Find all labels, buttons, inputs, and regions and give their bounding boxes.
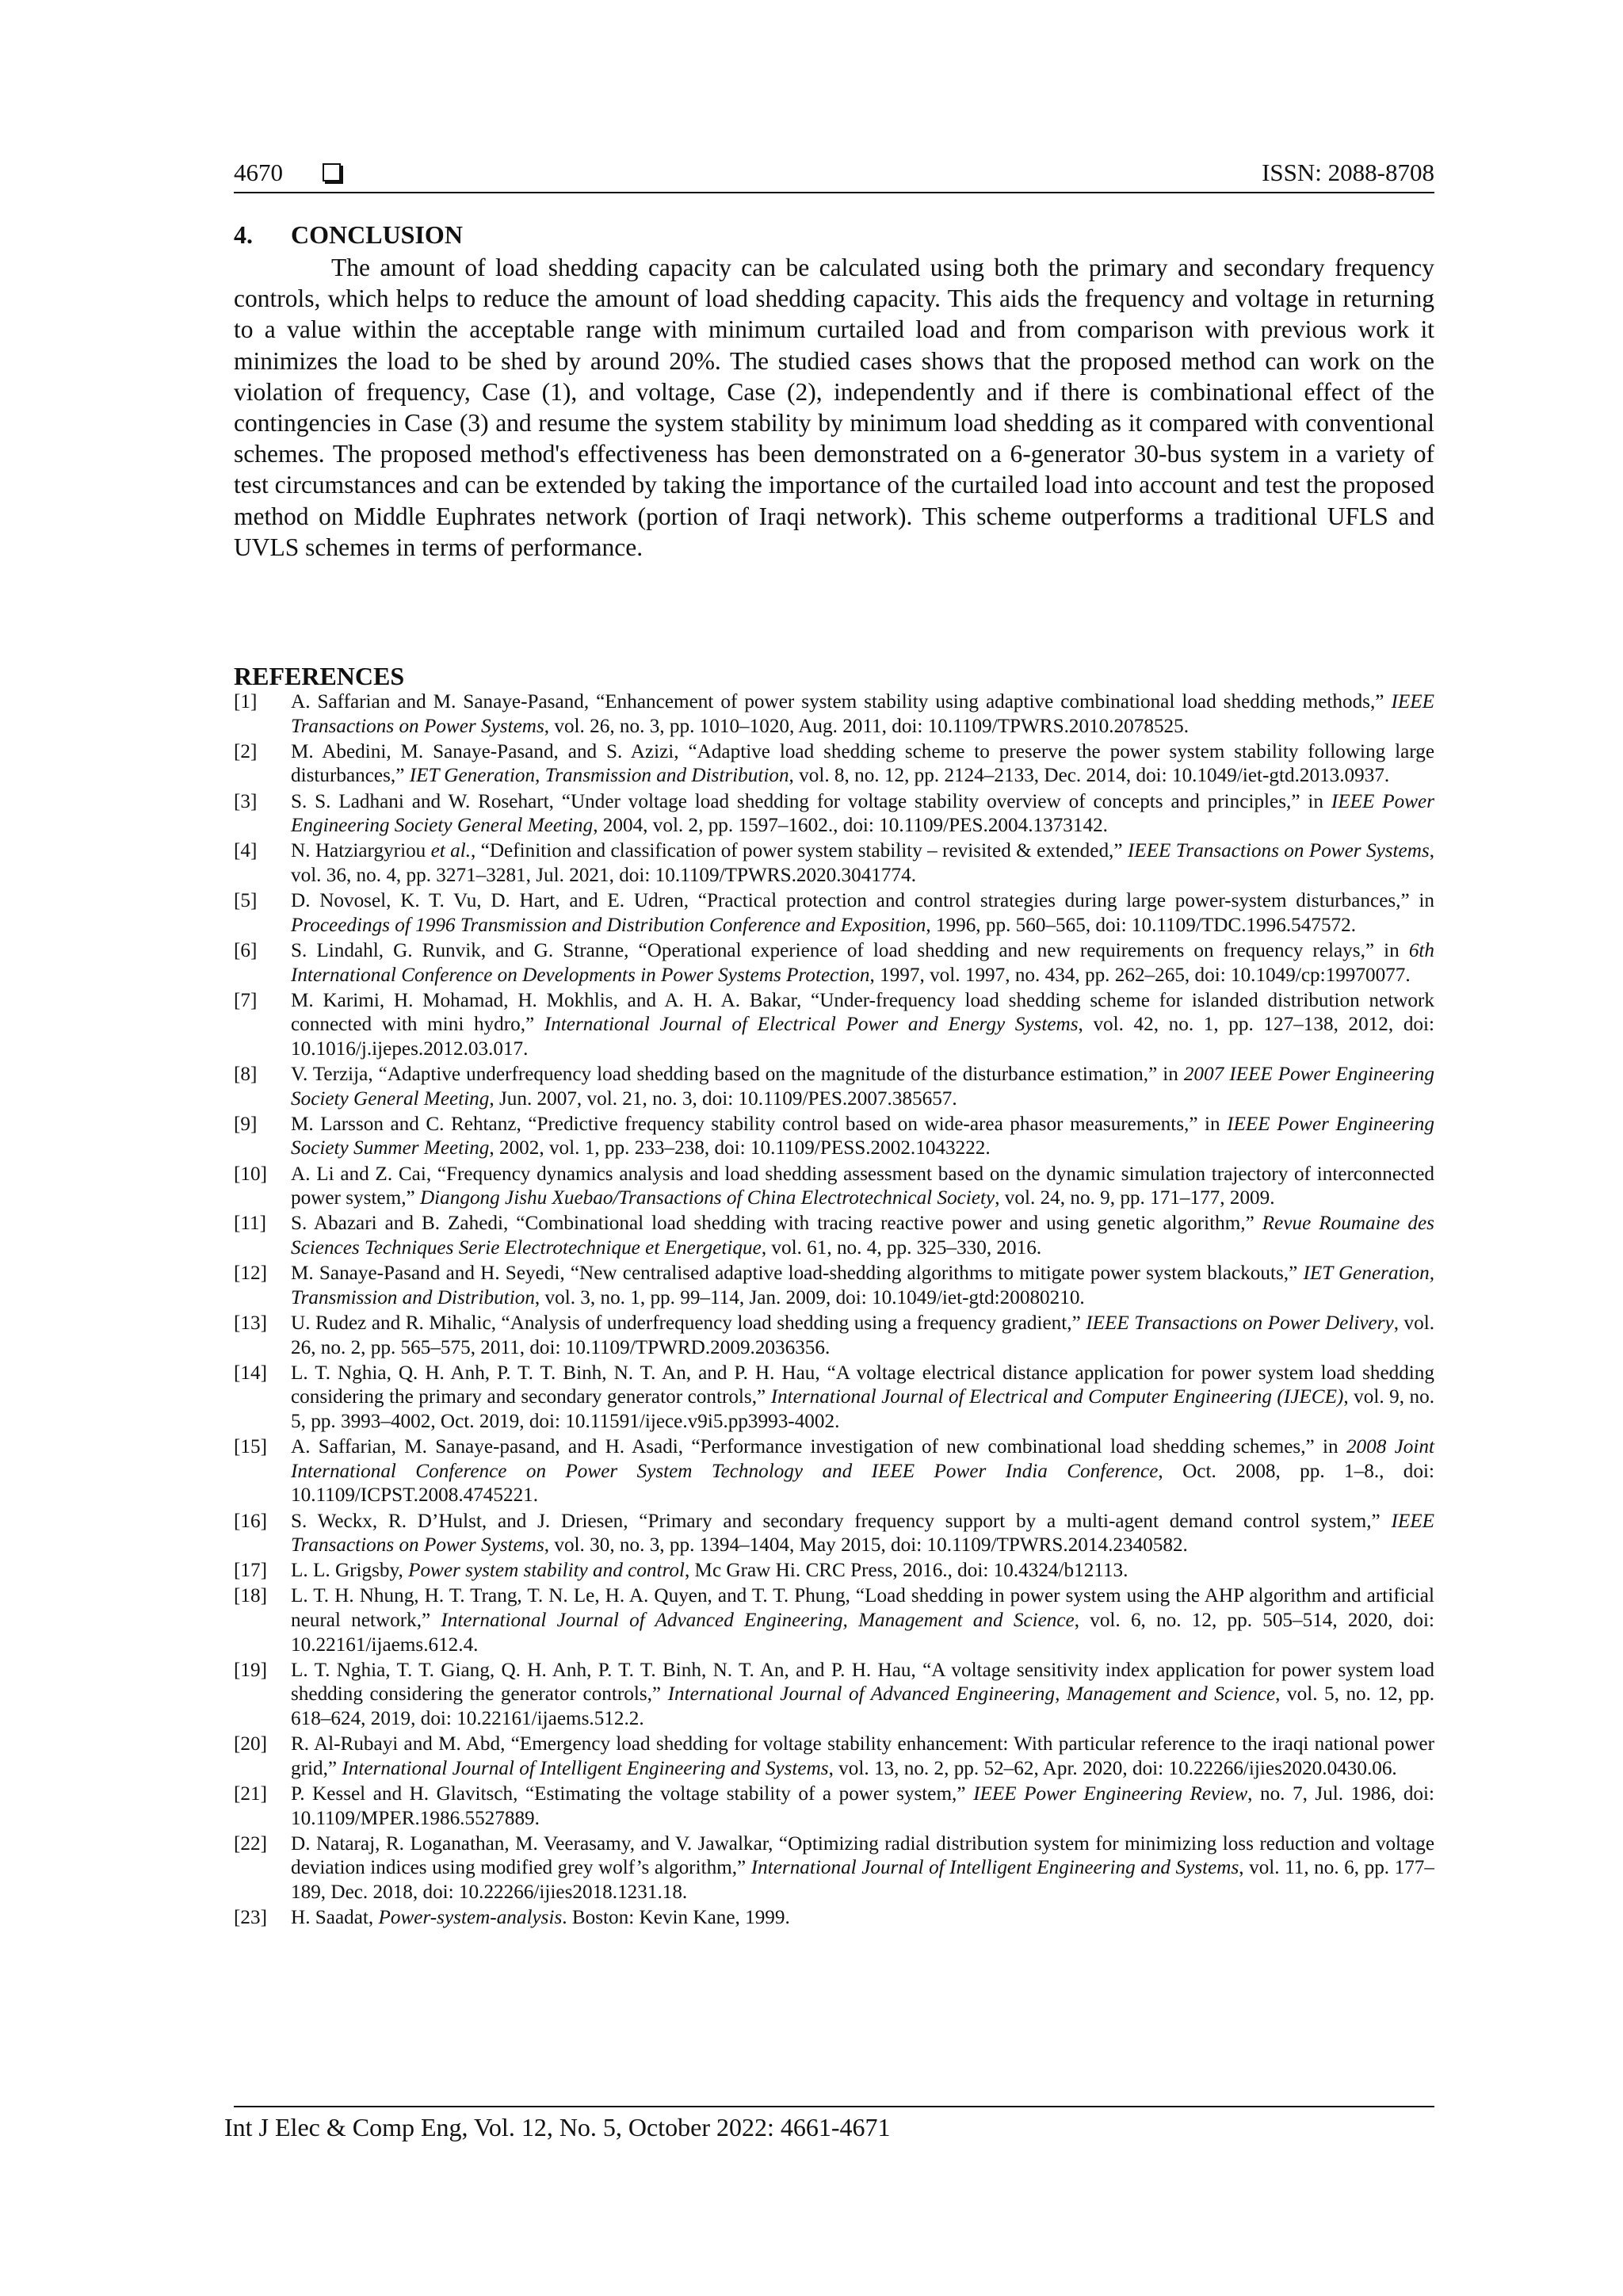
reference-number: [21] bbox=[234, 1783, 267, 1805]
reference-number: [19] bbox=[234, 1659, 267, 1681]
reference-item bbox=[234, 1113, 1434, 1161]
reference-text: , 2004, vol. 2, pp. 1597–1602., doi: 10.1109/PES.2004.1373142. bbox=[593, 815, 1108, 837]
page-header bbox=[234, 155, 1434, 190]
reference-text: A. Li and Z. Cai, “Frequency dynamics analysis and load shedding assessment based on the dynamic simulation trajectory of interconnected power system,” bbox=[291, 1163, 1434, 1209]
reference-text: , vol. 36, no. 4, pp. 3271–3281, Jul. 2021, doi: 10.1109/TPWRS.2020.3041774. bbox=[291, 840, 1434, 886]
reference-number: [7] bbox=[234, 989, 258, 1011]
reference-text: , no. 7, Jul. 1986, doi: 10.1109/MPER.1986.5527889. bbox=[291, 1783, 1434, 1829]
reference-item bbox=[234, 1659, 1434, 1732]
reference-item bbox=[234, 1312, 1434, 1360]
reference-item bbox=[234, 1832, 1434, 1905]
reference-item bbox=[234, 740, 1434, 789]
reference-text: S. Abazari and B. Zahedi, “Combinational load shedding with tracing reactive power and using genetic algorithm,” bbox=[291, 1213, 1262, 1235]
reference-venue: IEEE Transactions on Power Systems bbox=[291, 1510, 1434, 1557]
reference-venue: International Journal of Electrical Power and Energy Systems bbox=[544, 1014, 1079, 1036]
checkbox-square-icon bbox=[323, 163, 341, 181]
reference-text: , Jun. 2007, vol. 21, no. 3, doi: 10.1109/PES.2007.385657. bbox=[489, 1087, 957, 1110]
reference-text: , vol. 26, no. 3, pp. 1010–1020, Aug. 2011, doi: 10.1109/TPWRS.2010.2078525. bbox=[544, 715, 1190, 737]
reference-text: M. Sanaye-Pasand and H. Seyedi, “New centralised adaptive load-shedding algorithms to mitigate power system blackouts,” bbox=[291, 1263, 1304, 1285]
reference-venue: IET Generation, Transmission and Distribution bbox=[291, 1263, 1434, 1308]
reference-text: A. Saffarian and M. Sanaye-Pasand, “Enhancement of power system stability using adaptive combinational load shedding methods,” bbox=[291, 691, 1392, 712]
reference-venue: International Journal of Advanced Engineering, Management and Science bbox=[667, 1683, 1276, 1706]
reference-number: [13] bbox=[234, 1312, 267, 1334]
references-list bbox=[234, 690, 1434, 1931]
reference-text: , vol. 5, no. 12, pp. 618–624, 2019, doi: 10.22161/ijaems.512.2. bbox=[291, 1683, 1435, 1730]
reference-text: L. T. Nghia, Q. H. Anh, P. T. T. Binh, N. T. An, and P. H. Hau, “A voltage electrical distance application for power system load shedding considering the primary and secondary generator controls,” bbox=[291, 1362, 1434, 1408]
reference-item bbox=[234, 839, 1434, 888]
reference-item bbox=[234, 1362, 1434, 1435]
section-number: 4. bbox=[234, 220, 253, 249]
reference-number: [16] bbox=[234, 1510, 267, 1532]
reference-text: L. T. H. Nhung, H. T. Trang, T. N. Le, H. A. Quyen, and T. T. Phung, “Load shedding in power system using the AHP algorithm and artificial neural network,” bbox=[291, 1585, 1434, 1632]
reference-number: [9] bbox=[234, 1113, 258, 1135]
conclusion-heading bbox=[234, 219, 463, 250]
reference-number: [15] bbox=[234, 1436, 267, 1458]
reference-venue: Revue Roumaine des Sciences Techniques Serie Electrotechnique et Energetique bbox=[291, 1213, 1434, 1259]
reference-venue: 2007 IEEE Power Engineering Society General Meeting bbox=[291, 1064, 1434, 1110]
reference-number: [6] bbox=[234, 939, 258, 961]
reference-venue: IEEE Transactions on Power Delivery bbox=[1086, 1312, 1394, 1334]
reference-number: [1] bbox=[234, 691, 258, 712]
reference-venue: 6th International Conference on Developments in Power Systems Protection bbox=[291, 939, 1434, 986]
reference-venue: IEEE Power Engineering Society Summer Meeting bbox=[291, 1113, 1434, 1159]
reference-number: [23] bbox=[234, 1907, 267, 1929]
reference-text: , vol. 42, no. 1, pp. 127–138, 2012, doi: 10.1016/j.ijepes.2012.03.017. bbox=[291, 1014, 1434, 1060]
reference-text: , vol. 3, no. 1, pp. 99–114, Jan. 2009, doi: 10.1049/iet-gtd:20080210. bbox=[534, 1286, 1085, 1308]
reference-text: , 2002, vol. 1, pp. 233–238, doi: 10.1109/PESS.2002.1043222. bbox=[489, 1137, 991, 1159]
reference-venue: Proceedings of 1996 Transmission and Distribution Conference and Exposition bbox=[291, 914, 926, 936]
reference-text: . Boston: Kevin Kane, 1999. bbox=[562, 1907, 790, 1929]
reference-venue: International Journal of Advanced Engineering, Management and Science bbox=[441, 1610, 1075, 1632]
reference-text: , vol. 11, no. 6, pp. 177–189, Dec. 2018, doi: 10.22266/ijies2018.1231.18. bbox=[291, 1857, 1434, 1903]
reference-item bbox=[234, 790, 1434, 839]
issn-label: ISSN: 2088-8708 bbox=[1262, 159, 1434, 186]
reference-item bbox=[234, 1510, 1434, 1558]
reference-number: [14] bbox=[234, 1362, 267, 1384]
reference-text: D. Nataraj, R. Loganathan, M. Veerasamy, and V. Jawalkar, “Optimizing radial distribution system for minimizing loss reduction and voltage deviation indices using modified grey wolf’s algorithm,” bbox=[291, 1832, 1434, 1879]
reference-item bbox=[234, 1733, 1434, 1781]
reference-item bbox=[234, 1163, 1434, 1211]
reference-text: M. Larsson and C. Rehtanz, “Predictive frequency stability control based on wide-area phasor measurements,” in bbox=[291, 1113, 1228, 1135]
reference-text: H. Saadat, bbox=[291, 1907, 379, 1929]
reference-item bbox=[234, 939, 1434, 988]
reference-number: [20] bbox=[234, 1733, 267, 1755]
reference-text: M. Abedini, M. Sanaye-Pasand, and S. Azizi, “Adaptive load shedding scheme to preserve the power system stability following large disturbances,” bbox=[291, 740, 1434, 787]
reference-text: S. S. Ladhani and W. Rosehart, “Under voltage load shedding for voltage stability overview of concepts and principles,” in bbox=[291, 790, 1331, 812]
reference-number: [8] bbox=[234, 1064, 258, 1086]
reference-text: R. Al-Rubayi and M. Abd, “Emergency load shedding for voltage stability enhancement: With particular reference to the iraqi national power grid,” bbox=[291, 1733, 1434, 1779]
reference-etal: et al. bbox=[430, 840, 472, 862]
references-heading: REFERENCES bbox=[234, 662, 405, 690]
footer-divider bbox=[234, 2106, 1434, 2107]
reference-venue: IEEE Transactions on Power Systems bbox=[1127, 840, 1430, 862]
reference-venue: Power-system-analysis bbox=[378, 1907, 563, 1929]
reference-text: , “Definition and classification of power system stability – revisited & extended,” bbox=[471, 840, 1128, 862]
reference-text: U. Rudez and R. Mihalic, “Analysis of underfrequency load shedding using a frequency gradient,” bbox=[291, 1312, 1086, 1334]
reference-text: L. T. Nghia, T. T. Giang, Q. H. Anh, P. T. T. Binh, N. T. An, and P. H. Hau, “A voltage sensitivity index application for power system load shedding considering the generator controls,” bbox=[291, 1659, 1434, 1706]
reference-number: [3] bbox=[234, 790, 258, 812]
reference-text: , vol. 13, no. 2, pp. 52–62, Apr. 2020, doi: 10.22266/ijies2020.0430.06. bbox=[828, 1757, 1397, 1779]
reference-number: [18] bbox=[234, 1585, 267, 1607]
reference-number: [12] bbox=[234, 1263, 267, 1285]
reference-text: N. Hatziargyriou bbox=[291, 840, 431, 862]
reference-item bbox=[234, 1063, 1434, 1111]
reference-item bbox=[234, 1559, 1434, 1584]
reference-text: , 1996, pp. 560–565, doi: 10.1109/TDC.1996.547572. bbox=[926, 914, 1357, 936]
reference-venue: IEEE Transactions on Power Systems bbox=[291, 691, 1434, 737]
reference-text: , vol. 26, no. 2, pp. 565–575, 2011, doi: 10.1109/TPWRD.2009.2036356. bbox=[291, 1312, 1434, 1358]
reference-venue: IEEE Power Engineering Review bbox=[973, 1783, 1248, 1805]
reference-venue: IET Generation, Transmission and Distribution bbox=[409, 765, 789, 787]
reference-text: , vol. 24, no. 9, pp. 171–177, 2009. bbox=[995, 1187, 1275, 1209]
reference-text: , Oct. 2008, pp. 1–8., doi: 10.1109/ICPST.2008.4745221. bbox=[291, 1460, 1434, 1507]
page-footer: Int J Elec & Comp Eng, Vol. 12, No. 5, October 2022: 4661-4671 bbox=[224, 2113, 891, 2141]
page-number: 4670 bbox=[234, 159, 283, 186]
reference-venue: Diangong Jishu Xuebao/Transactions of China Electrotechnical Society bbox=[419, 1187, 995, 1209]
header-divider bbox=[234, 192, 1434, 193]
reference-venue: International Journal of Electrical and Computer Engineering (IJECE) bbox=[770, 1386, 1344, 1408]
reference-text: D. Novosel, K. T. Vu, D. Hart, and E. Udren, “Practical protection and control strategies during large power-system disturbances,” in bbox=[291, 890, 1434, 912]
reference-text: V. Terzija, “Adaptive underfrequency load shedding based on the magnitude of the disturbance estimation,” in bbox=[291, 1064, 1184, 1086]
reference-text: L. L. Grigsby, bbox=[291, 1560, 409, 1582]
reference-item bbox=[234, 1782, 1434, 1831]
reference-text: , vol. 61, no. 4, pp. 325–330, 2016. bbox=[761, 1237, 1042, 1259]
reference-venue: International Journal of Intelligent Engineering and Systems bbox=[342, 1757, 829, 1779]
reference-item bbox=[234, 1435, 1434, 1508]
reference-item bbox=[234, 690, 1434, 739]
reference-number: [2] bbox=[234, 740, 258, 762]
reference-item bbox=[234, 1262, 1434, 1310]
reference-number: [17] bbox=[234, 1560, 267, 1582]
reference-text: , vol. 6, no. 12, pp. 505–514, 2020, doi: 10.22161/ijaems.612.4. bbox=[291, 1610, 1434, 1656]
reference-text: A. Saffarian, M. Sanaye-pasand, and H. Asadi, “Performance investigation of new combinational load shedding schemes,” in bbox=[291, 1436, 1346, 1458]
reference-item bbox=[234, 989, 1434, 1062]
reference-number: [22] bbox=[234, 1832, 267, 1855]
reference-item bbox=[234, 889, 1434, 938]
reference-text: , 1997, vol. 1997, no. 434, pp. 262–265, doi: 10.1049/cp:19970077. bbox=[869, 964, 1411, 986]
reference-text: M. Karimi, H. Mohamad, H. Mokhlis, and A. H. A. Bakar, “Under-frequency load shedding scheme for islanded distribution network connected with mini hydro,” bbox=[291, 989, 1434, 1036]
reference-venue: International Journal of Intelligent Engineering and Systems bbox=[750, 1857, 1239, 1879]
reference-text: S. Weckx, R. D’Hulst, and J. Driesen, “Primary and secondary frequency support by a multi-agent demand control system,” bbox=[291, 1510, 1392, 1532]
conclusion-paragraph: The amount of load shedding capacity can be calculated using both the primary and secondary frequency controls, which helps to reduce the amount of load shedding capacity. This aids the frequency and voltage in returning to a value within the acceptable range with minimum curtailed load and from comparison with previous work it minimizes the load to be shed by around 20%. The studied cases shows that the proposed method can work on the violation of frequency, Case (1), and voltage, Case (2), independently and if there is combinational effect of the contingencies in Case (3) and resume the system stability by minimum load shedding as it compared with conventional schemes. The proposed method's effectiveness has been demonstrated on a 6-generator 30-bus system in a variety of test circumstances and can be extended by taking the importance of the curtailed load into account and test the proposed method on Middle Euphrates network (portion of Iraqi network). This scheme outperforms a traditional UFLS and UVLS schemes in terms of performance. bbox=[234, 254, 1434, 561]
reference-item bbox=[234, 1212, 1434, 1260]
reference-number: [10] bbox=[234, 1163, 267, 1185]
reference-item bbox=[234, 1906, 1434, 1931]
reference-text: S. Lindahl, G. Runvik, and G. Stranne, “Operational experience of load shedding and new requirements on frequency relays,” in bbox=[291, 939, 1409, 961]
reference-item bbox=[234, 1584, 1434, 1657]
reference-venue: Power system stability and control bbox=[408, 1560, 685, 1582]
reference-venue: IEEE Power Engineering Society General Meeting bbox=[291, 790, 1434, 837]
reference-text: , vol. 30, no. 3, pp. 1394–1404, May 2015, doi: 10.1109/TPWRS.2014.2340582. bbox=[544, 1534, 1188, 1557]
reference-text: , vol. 9, no. 5, pp. 3993–4002, Oct. 2019, doi: 10.11591/ijece.v9i5.pp3993-4002. bbox=[291, 1386, 1434, 1432]
reference-text: , vol. 8, no. 12, pp. 2124–2133, Dec. 2014, doi: 10.1049/iet-gtd.2013.0937. bbox=[789, 765, 1390, 787]
reference-text: , Mc Graw Hi. CRC Press, 2016., doi: 10.4324/b12113. bbox=[684, 1560, 1128, 1582]
section-title: CONCLUSION bbox=[291, 220, 463, 249]
reference-number: [11] bbox=[234, 1213, 267, 1235]
reference-venue: 2008 Joint International Conference on Power System Technology and IEEE Power India Conference bbox=[291, 1436, 1434, 1482]
reference-number: [4] bbox=[234, 840, 258, 862]
reference-number: [5] bbox=[234, 890, 258, 912]
reference-text: P. Kessel and H. Glavitsch, “Estimating the voltage stability of a power system,” bbox=[291, 1783, 974, 1805]
